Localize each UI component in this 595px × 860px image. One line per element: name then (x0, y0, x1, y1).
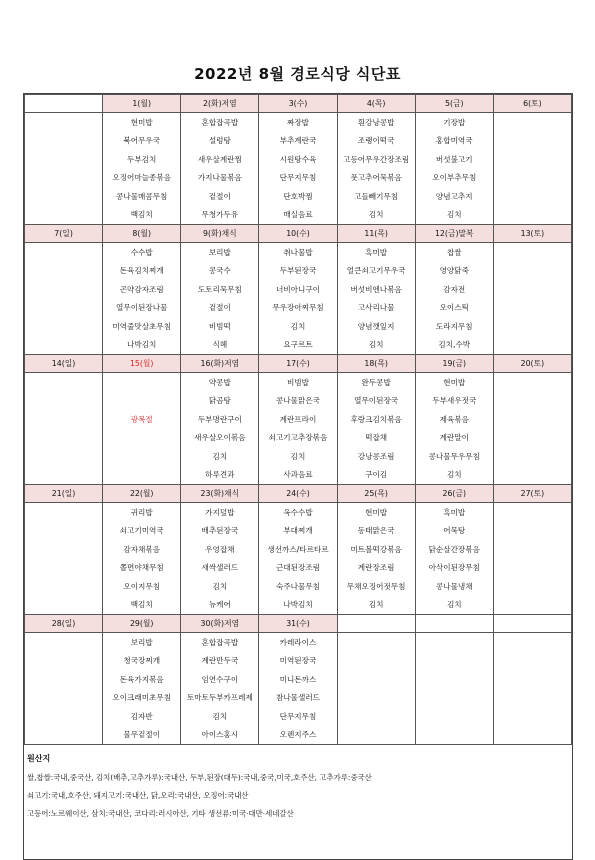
menu-item: 양념고추지 (415, 187, 493, 206)
menu-item: 혼합잡곡밥 (181, 113, 259, 132)
menu-item: 가지덮밥 (181, 503, 259, 522)
menu-item: 귀리밥 (103, 503, 181, 522)
menu-item: 우엉잡채 (181, 540, 259, 559)
menu-item (493, 447, 571, 466)
menu-item (493, 187, 571, 206)
menu-row (25, 280, 572, 299)
menu-item: 단무지무침 (259, 707, 337, 726)
menu-item: 아삭이된장무침 (415, 559, 493, 578)
menu-item: 보리밥 (103, 633, 181, 652)
menu-item (25, 373, 103, 392)
menu-item: 흑미밥 (337, 243, 415, 262)
menu-item: 부추계란국 (259, 132, 337, 151)
menu-item: 비빔떡 (181, 317, 259, 336)
day-header: 22(월) (103, 485, 181, 503)
menu-item (493, 169, 571, 188)
menu-item: 버섯비엔나볶음 (337, 280, 415, 299)
menu-item (103, 429, 181, 448)
menu-row (25, 243, 572, 262)
menu-item (493, 670, 571, 689)
origin-heading: 원산지 (27, 754, 51, 763)
menu-item (337, 689, 415, 708)
menu-item: 도토리묵무침 (181, 280, 259, 299)
menu-item: 혼합잡곡밥 (181, 633, 259, 652)
menu-item: 양념깻잎지 (337, 317, 415, 336)
day-header: 25(목) (337, 485, 415, 503)
origin-line: 고등어:노르웨이산, 삼치:국내산, 코다리:러시아산, 기타 생선류:미국·대만·세네갈산 (27, 809, 294, 818)
menu-item (103, 392, 181, 411)
menu-item (25, 689, 103, 708)
menu-item: 청국장찌개 (103, 652, 181, 671)
menu-item: 두부된장국 (259, 262, 337, 281)
menu-item (25, 652, 103, 671)
menu-item: 쇠고기미역국 (103, 522, 181, 541)
menu-item: 고사리나물 (337, 299, 415, 318)
menu-item: 김치 (337, 596, 415, 615)
menu-item: 현미밥 (103, 113, 181, 132)
menu-item: 닭순살간장볶음 (415, 540, 493, 559)
menu-item: 오이스틱 (415, 299, 493, 318)
menu-item (337, 670, 415, 689)
menu-item: 하루견과 (181, 466, 259, 485)
menu-item (25, 206, 103, 225)
holiday-label: 광복절 (103, 410, 181, 429)
day-header: 9(화)채식 (181, 225, 259, 243)
menu-item: 콩국수 (181, 262, 259, 281)
menu-item (493, 373, 571, 392)
menu-item: 찹쌀 (415, 243, 493, 262)
menu-item: 새우살계란찜 (181, 150, 259, 169)
menu-item: 김치 (415, 466, 493, 485)
day-header: 16(화)저염 (181, 355, 259, 373)
menu-row (25, 559, 572, 578)
menu-item (25, 447, 103, 466)
menu-row (25, 392, 572, 411)
menu-item (493, 243, 571, 262)
menu-item (25, 466, 103, 485)
menu-item: 버섯불고기 (415, 150, 493, 169)
menu-item (493, 707, 571, 726)
menu-item (25, 707, 103, 726)
day-header (25, 95, 103, 113)
menu-item: 감자전 (415, 280, 493, 299)
menu-item: 매실음료 (259, 206, 337, 225)
menu-item: 설렁탕 (181, 132, 259, 151)
menu-item (25, 169, 103, 188)
menu-item: 쇠고기고추장볶음 (259, 429, 337, 448)
menu-item: 생선까스/타르타르 (259, 540, 337, 559)
menu-item: 김치 (337, 336, 415, 355)
menu-item: 계란프라이 (259, 410, 337, 429)
menu-item: 흰강낭콩밥 (337, 113, 415, 132)
week-header-row (25, 355, 572, 373)
menu-item: 시원탕수육 (259, 150, 337, 169)
menu-row (25, 132, 572, 151)
menu-item: 겉절이 (181, 299, 259, 318)
menu-item (25, 392, 103, 411)
menu-item: 계란말이 (415, 429, 493, 448)
menu-item (103, 373, 181, 392)
menu-item: 김치 (259, 447, 337, 466)
menu-item: 콩나물무우무침 (415, 447, 493, 466)
menu-item: 오징어마늘종볶음 (103, 169, 181, 188)
menu-item: 흑미밥 (415, 503, 493, 522)
menu-item (25, 262, 103, 281)
menu-item: 보리밥 (181, 243, 259, 262)
menu-item: 오이크래미초무침 (103, 689, 181, 708)
week-header-row (25, 485, 572, 503)
menu-item (25, 132, 103, 151)
menu-item: 김자반 (103, 707, 181, 726)
menu-item: 오렌지주스 (259, 726, 337, 745)
menu-item (493, 559, 571, 578)
menu-item (493, 392, 571, 411)
menu-item (337, 633, 415, 652)
menu-item: 토마토두부카프레제 (181, 689, 259, 708)
menu-item: 계란만두국 (181, 652, 259, 671)
menu-item: 미역된장국 (259, 652, 337, 671)
menu-item (493, 689, 571, 708)
menu-item (493, 132, 571, 151)
menu-item (415, 726, 493, 745)
menu-item: 사과음료 (259, 466, 337, 485)
menu-item (493, 540, 571, 559)
menu-item (25, 113, 103, 132)
menu-row (25, 670, 572, 689)
day-header: 10(수) (259, 225, 337, 243)
menu-item: 수수밥 (103, 243, 181, 262)
menu-item (493, 596, 571, 615)
menu-item: 임연수구이 (181, 670, 259, 689)
menu-item (493, 503, 571, 522)
menu-item: 두부김치 (103, 150, 181, 169)
menu-item: 동태맑은국 (337, 522, 415, 541)
menu-item (25, 187, 103, 206)
day-header: 21(일) (25, 485, 103, 503)
day-header: 31(수) (259, 615, 337, 633)
menu-item (25, 317, 103, 336)
week-header-row (25, 615, 572, 633)
menu-item: 백김치 (103, 206, 181, 225)
menu-item: 두부새우젓국 (415, 392, 493, 411)
menu-item (25, 540, 103, 559)
menu-item (337, 707, 415, 726)
menu-item: 김치 (181, 577, 259, 596)
menu-item (493, 522, 571, 541)
menu-item (103, 447, 181, 466)
menu-table (24, 94, 572, 744)
menu-item: 옥수수밥 (259, 503, 337, 522)
day-header (493, 615, 571, 633)
menu-item (337, 652, 415, 671)
day-header: 3(수) (259, 95, 337, 113)
menu-item: 새싹샐러드 (181, 559, 259, 578)
menu-item (493, 113, 571, 132)
menu-item (493, 577, 571, 596)
menu-row (25, 150, 572, 169)
menu-item: 가지나물볶음 (181, 169, 259, 188)
menu-item: 짜장밥 (259, 113, 337, 132)
menu-item: 두부명란구이 (181, 410, 259, 429)
menu-item: 단호박찜 (259, 187, 337, 206)
origin-line: 쌀,찹쌀:국내,중국산, 김치(배추,고추가루):국내산, 두부,된장(대두):국내,중국,미국,호주산, 고추가루:중국산 (27, 773, 372, 782)
menu-item: 고등어무우간장조림 (337, 150, 415, 169)
menu-row (25, 577, 572, 596)
menu-item: 어묵탕 (415, 522, 493, 541)
menu-item: 홍합미역국 (415, 132, 493, 151)
day-header: 5(금) (415, 95, 493, 113)
menu-row (25, 429, 572, 448)
menu-item (493, 726, 571, 745)
menu-row (25, 206, 572, 225)
menu-item: 너비아니구이 (259, 280, 337, 299)
menu-item: 겉절이 (181, 187, 259, 206)
menu-item (493, 466, 571, 485)
menu-item: 구이김 (337, 466, 415, 485)
day-header: 12(금)말복 (415, 225, 493, 243)
menu-item: 현미밥 (415, 373, 493, 392)
menu-item: 닭곰탕 (181, 392, 259, 411)
menu-row (25, 596, 572, 615)
menu-item (493, 652, 571, 671)
day-header: 27(토) (493, 485, 571, 503)
menu-item (25, 670, 103, 689)
menu-item: 취나물밥 (259, 243, 337, 262)
menu-item: 숙주나물무침 (259, 577, 337, 596)
menu-item (415, 707, 493, 726)
menu-item: 카레라이스 (259, 633, 337, 652)
menu-item (25, 577, 103, 596)
menu-item (493, 317, 571, 336)
menu-item (25, 150, 103, 169)
menu-item: 돈육김치찌개 (103, 262, 181, 281)
origin-line: 쇠고기:국내,호주산, 돼지고기:국내산, 닭,오리:국내산, 오징어:국내산 (27, 791, 249, 800)
menu-item: 얼큰쇠고기무우국 (337, 262, 415, 281)
day-header: 24(수) (259, 485, 337, 503)
week-header-row (25, 225, 572, 243)
menu-item: 물무겉절이 (103, 726, 181, 745)
menu-row (25, 522, 572, 541)
day-header: 8(월) (103, 225, 181, 243)
menu-row (25, 633, 572, 652)
menu-row (25, 410, 572, 429)
menu-item: 계란장조림 (337, 559, 415, 578)
menu-item: 제육볶음 (415, 410, 493, 429)
day-header: 14(일) (25, 355, 103, 373)
week-header-row (25, 95, 572, 113)
menu-item (337, 726, 415, 745)
menu-row (25, 187, 572, 206)
day-header: 6(토) (493, 95, 571, 113)
menu-item: 참나물샐러드 (259, 689, 337, 708)
day-header: 19(금) (415, 355, 493, 373)
day-header: 1(월) (103, 95, 181, 113)
menu-item: 풋고추어묵볶음 (337, 169, 415, 188)
menu-row (25, 652, 572, 671)
day-header: 11(목) (337, 225, 415, 243)
menu-item: 무채오징어젓무침 (337, 577, 415, 596)
day-header: 15(월) (103, 355, 181, 373)
menu-item (25, 243, 103, 262)
day-header: 17(수) (259, 355, 337, 373)
menu-row (25, 540, 572, 559)
menu-item: 조랭이떡국 (337, 132, 415, 151)
menu-item: 식혜 (181, 336, 259, 355)
menu-item (493, 410, 571, 429)
menu-item (25, 726, 103, 745)
menu-item: 곤약감자조림 (103, 280, 181, 299)
menu-row (25, 447, 572, 466)
menu-item: 나박김치 (103, 336, 181, 355)
day-header: 29(월) (103, 615, 181, 633)
menu-item: 콩나물매콤무침 (103, 187, 181, 206)
menu-item: 백김치 (103, 596, 181, 615)
menu-item: 감자채볶음 (103, 540, 181, 559)
menu-item: 김치 (259, 317, 337, 336)
menu-item (415, 670, 493, 689)
menu-item (25, 522, 103, 541)
menu-row (25, 336, 572, 355)
menu-item (25, 336, 103, 355)
menu-row (25, 689, 572, 708)
menu-item (493, 262, 571, 281)
menu-item: 요구르트 (259, 336, 337, 355)
menu-item: 무우장아찌무침 (259, 299, 337, 318)
menu-item (25, 559, 103, 578)
menu-item: 미역줄맛살초무침 (103, 317, 181, 336)
menu-item (25, 429, 103, 448)
menu-item: 김치 (415, 596, 493, 615)
menu-item (25, 503, 103, 522)
menu-item (25, 410, 103, 429)
menu-item (415, 652, 493, 671)
page-title: 2022년 8월 경로식당 식단표 (194, 65, 401, 83)
menu-item: 비빔밥 (259, 373, 337, 392)
menu-item: 오이지무침 (103, 577, 181, 596)
menu-item (103, 466, 181, 485)
menu-item: 부대찌개 (259, 522, 337, 541)
menu-item: 김치 (181, 447, 259, 466)
menu-item: 뉴케어 (181, 596, 259, 615)
menu-item: 현미밥 (337, 503, 415, 522)
menu-item (493, 429, 571, 448)
menu-item: 김치 (181, 707, 259, 726)
menu-item: 돈육가지볶음 (103, 670, 181, 689)
day-header: 13(토) (493, 225, 571, 243)
menu-item (493, 206, 571, 225)
menu-item: 고들빼기무침 (337, 187, 415, 206)
menu-item: 열무이된장국 (337, 392, 415, 411)
menu-row (25, 169, 572, 188)
menu-item: 단무지무침 (259, 169, 337, 188)
menu-item (493, 299, 571, 318)
day-header: 4(목) (337, 95, 415, 113)
menu-item: 콩나물맑은국 (259, 392, 337, 411)
day-header (337, 615, 415, 633)
menu-item: 기장밥 (415, 113, 493, 132)
day-header: 2(화)저염 (181, 95, 259, 113)
menu-item: 열무이된장나물 (103, 299, 181, 318)
menu-item: 미니돈까스 (259, 670, 337, 689)
menu-item: 아이스홍시 (181, 726, 259, 745)
menu-item: 도라지무침 (415, 317, 493, 336)
menu-item: 김치,수박 (415, 336, 493, 355)
menu-row (25, 299, 572, 318)
day-header: 30(화)저염 (181, 615, 259, 633)
day-header: 28(일) (25, 615, 103, 633)
menu-item (25, 596, 103, 615)
menu-row (25, 503, 572, 522)
menu-row (25, 317, 572, 336)
menu-item: 오이부추무침 (415, 169, 493, 188)
menu-item: 완두콩밥 (337, 373, 415, 392)
menu-item (493, 150, 571, 169)
menu-item: 새우살오이볶음 (181, 429, 259, 448)
menu-item (25, 280, 103, 299)
menu-item: 북어무우국 (103, 132, 181, 151)
day-header: 23(화)채식 (181, 485, 259, 503)
menu-row (25, 707, 572, 726)
menu-row (25, 726, 572, 745)
menu-item (493, 336, 571, 355)
menu-row (25, 113, 572, 132)
menu-item (25, 299, 103, 318)
menu-item: 김치 (415, 206, 493, 225)
menu-row (25, 262, 572, 281)
menu-sheet (23, 93, 573, 860)
menu-item: 쫄면야채무침 (103, 559, 181, 578)
day-header: 20(토) (493, 355, 571, 373)
menu-item (493, 633, 571, 652)
menu-item: 김치 (337, 206, 415, 225)
day-header: 7(일) (25, 225, 103, 243)
menu-item: 영양닭죽 (415, 262, 493, 281)
menu-item: 무청가두유 (181, 206, 259, 225)
menu-item: 콩나물냉채 (415, 577, 493, 596)
day-header (415, 615, 493, 633)
menu-item (493, 280, 571, 299)
menu-item: 약콩밥 (181, 373, 259, 392)
menu-item: 배추된장국 (181, 522, 259, 541)
menu-item (25, 633, 103, 652)
menu-item: 강낭콩조림 (337, 447, 415, 466)
menu-item: 근대된장조림 (259, 559, 337, 578)
menu-item: 나박김치 (259, 596, 337, 615)
day-header: 18(목) (337, 355, 415, 373)
menu-item: 떡잡채 (337, 429, 415, 448)
menu-row (25, 373, 572, 392)
menu-item (415, 633, 493, 652)
menu-item: 미트볼떡강볶음 (337, 540, 415, 559)
menu-item (415, 689, 493, 708)
menu-item: 후랑크김치볶음 (337, 410, 415, 429)
menu-row (25, 466, 572, 485)
day-header: 26(금) (415, 485, 493, 503)
